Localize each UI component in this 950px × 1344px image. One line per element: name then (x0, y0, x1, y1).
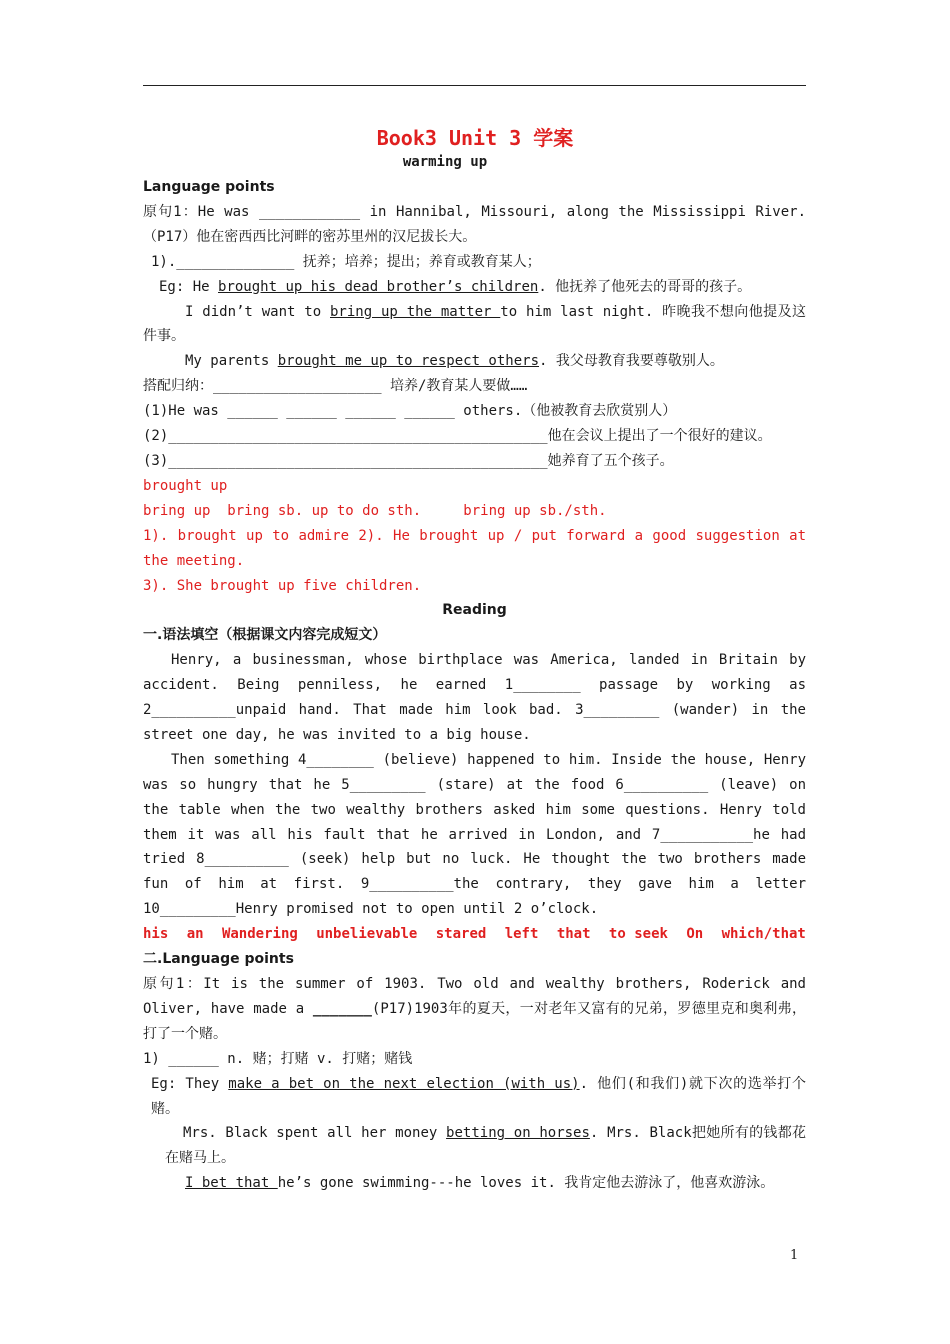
example-bet-2: Mrs. Black spent all her money betting on horses. Mrs. Black把她所有的钱都花在赌马上。 (165, 1125, 806, 1167)
exercise-3: (3)_____________________________________________她养育了五个孩子。 (143, 452, 674, 469)
language-points-heading: Language points (143, 179, 275, 195)
passage-paragraph-2: Then something 4________ (believe) happened to him. Inside the house, Henry was so hungry that he 5_________ (stare) at the food 6__________ (leave) on the table when the two wealthy brothers asked him some questions. Henry told them it was all his fault that he arrived in London, and 7___________he had tried 8__________ (seek) help but no luck. He thought the two brothers made fun of him at first. 9__________the contrary, they gave him a letter 10_________Henry promised not to open until 2 o’clock. (143, 751, 806, 918)
exercise-2: (2)_____________________________________________他在会议上提出了一个很好的建议。 (143, 428, 772, 445)
answer-item: his (143, 926, 169, 943)
answer-item: to seek (608, 926, 668, 943)
answer-item: left (504, 926, 539, 943)
original-sentence-1: 原句1：He was ____________ in Hannibal, Missouri, along the Mississippi River.（P17）他在密西西比河畔的密苏里州的汉尼拔长大。 (143, 203, 806, 245)
answer-item: that (556, 926, 591, 943)
answer-line-3: 1). brought up to admire 2). He brought up / put forward a good suggestion at the meeting. (143, 527, 806, 569)
grammar-fill-heading: 一.语法填空（根据课文内容完成短文） (143, 627, 387, 644)
exercise-1: (1)He was ______ ______ ______ ______ others.（他被教育去欣赏别人） (143, 403, 677, 420)
answer-item: stared (435, 926, 487, 943)
example-bet-3: I bet that he’s gone swimming---he loves it. 我肯定他去游泳了，他喜欢游泳。 (185, 1175, 775, 1192)
passage-answers (143, 922, 806, 947)
page-title: Book3 Unit 3 学案 (376, 126, 574, 150)
answer-item: an (186, 926, 204, 943)
answer-item: unbelievable (316, 926, 418, 943)
passage-paragraph-1: Henry, a businessman, whose birthplace was America, landed in Britain by accident. Being penniless, he earned 1________ passage by working as 2__________unpaid hand. That made him look bad. 3_________ (wander) in the street one day, he was invited to a big house. (143, 652, 806, 743)
original-sentence-2: 原句1：It is the summer of 1903. Two old and wealthy brothers, Roderick and Oliver, have made a _______(P17)1903年的夏天，一对老年又富有的兄弟，罗德里克和奥利弗，打了一个赌。 (143, 976, 807, 1042)
example-1: Eg: He brought up his dead brother’s children. 他抚养了他死去的哥哥的孩子。 (159, 278, 752, 295)
page-number: 1 (790, 1248, 799, 1263)
header-rule (143, 85, 806, 86)
language-points-heading-2: 二.Language points (143, 951, 294, 968)
answer-item: which/that (721, 926, 806, 943)
example-bet-1: Eg: They make a bet on the next election (with us). 他们(和我们)就下次的选举打个赌。 (151, 1075, 807, 1117)
answer-item: On (686, 926, 704, 943)
section-subtitle: warming up (402, 154, 488, 170)
answer-line-1: brought up (143, 477, 228, 494)
collocation-summary: 搭配归纳：____________________ 培养/教育某人要做…… (143, 378, 528, 395)
example-3: My parents brought me up to respect others. 我父母教育我要尊敬别人。 (185, 353, 724, 370)
answer-line-2: bring up bring sb. up to do sth. bring up sb./sth. (143, 502, 607, 519)
definition-1: 1).______________ 抚养；培养；提出；养育或教育某人； (151, 253, 541, 270)
answer-item: Wandering (221, 926, 298, 943)
definition-bet: 1) ______ n. 赌；打赌 v. 打赌；赌钱 (143, 1050, 413, 1067)
reading-heading: Reading (442, 602, 507, 619)
answer-line-4: 3). She brought up five children. (143, 577, 422, 594)
example-2: I didn’t want to bring up the matter to him last night. 昨晚我不想向他提及这件事。 (143, 303, 806, 345)
main-content (143, 175, 806, 1196)
